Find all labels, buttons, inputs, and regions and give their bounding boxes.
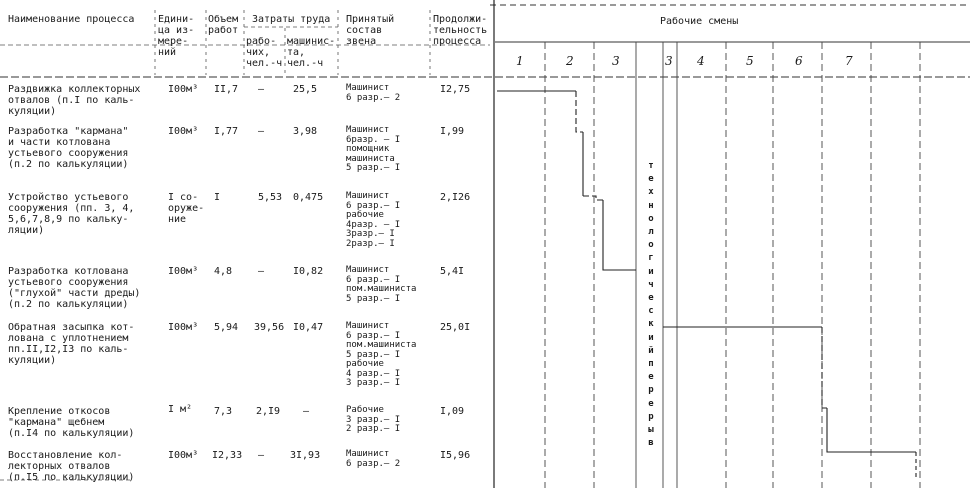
row-2-machine: 3,98 [293, 126, 318, 137]
row-7-process: Восстановление кол- лекторных отвалов (п.I5 по калькуляции) [8, 450, 135, 483]
row-7-unit: I00м³ [168, 450, 199, 461]
row-1-process: Раздвижка коллекторных отвалов (п.I по каль- куляции) [8, 84, 141, 117]
row-1-duration: I2,75 [440, 84, 471, 95]
bar-row-6 [827, 408, 916, 452]
shift-number: 6 [795, 54, 803, 68]
link-1-2 [576, 91, 583, 132]
row-7-duration: I5,96 [440, 450, 471, 461]
header-volume: Объем работ [208, 14, 239, 36]
row-3-machine: 0,475 [293, 192, 324, 203]
bar-row-3 [603, 200, 636, 270]
link-5-6 [822, 327, 827, 408]
row-6-volume: 7,3 [214, 406, 233, 417]
schedule-line [497, 91, 916, 480]
header-shifts: Рабочие смены [660, 16, 739, 27]
header-duration: Продолжи- тельность процесса [433, 14, 488, 47]
shift-grid [545, 42, 920, 488]
row-5-process: Обратная засыпка кот- лована с уплотнением пп.II,I2,I3 по каль- куляции) [8, 322, 135, 366]
row-1-crew: Машинист 6 разр.– 2 [346, 83, 401, 103]
row-2-unit: I00м³ [168, 126, 199, 137]
row-3-crew: Машинист 6 разр.– I рабочие 4разр. – I 3разр.– I 2разр.– I [346, 191, 401, 249]
technological-break-label: технологический перерыв [648, 161, 654, 449]
header-unit: Едини- ца из- мере- ний [158, 14, 195, 58]
row-6-process: Крепление откосов "кармана" щебнем (п.I4 по калькуляции) [8, 406, 135, 439]
row-3-unit: I со- оруже- ние [168, 192, 205, 225]
row-5-machine: I0,47 [293, 322, 324, 333]
header-workers: рабо- чих, чел.-ч [246, 36, 283, 69]
row-5-volume: 5,94 [214, 322, 239, 333]
header-labor: Затраты труда [252, 14, 331, 25]
row-1-volume: II,7 [214, 84, 239, 95]
row-3-volume: I [214, 192, 221, 203]
row-2-process: Разработка "кармана" и части котлована устьевого сооружения (п.2 по калькуляции) [8, 126, 129, 170]
row-4-process: Разработка котлована устьевого сооружения ("глухой" части дреды) (п.2 по калькуляции) [8, 266, 141, 310]
row-4-unit: I00м³ [168, 266, 199, 277]
row-4-machine: I0,82 [293, 266, 324, 277]
row-2-crew: Машинист 6разр. – I помощник машиниста 5 разр.– I [346, 125, 401, 173]
row-6-crew: Рабочие 3 разр.– I 2 разр.– I [346, 405, 401, 434]
row-1-unit: I00м³ [168, 84, 199, 95]
row-7-volume: I2,33 [212, 450, 243, 461]
shift-number: 2 [566, 54, 574, 68]
row-7-workers: – [258, 450, 265, 461]
row-6-duration: I,09 [440, 406, 465, 417]
row-7-machine: 3I,93 [290, 450, 321, 461]
row-3-duration: 2,I26 [440, 192, 471, 203]
row-5-crew: Машинист 6 разр.– I пом.машиниста 5 разр.– I рабочие 4 разр.– I 3 разр.– I [346, 321, 417, 388]
row-5-unit: I00м³ [168, 322, 199, 333]
row-7-crew: Машинист 6 разр.– 2 [346, 449, 401, 469]
header-process: Наименование процесса [8, 14, 135, 25]
shift-number: 5 [746, 54, 754, 68]
row-5-workers: 39,56 [254, 322, 285, 333]
shift-number: 3 [612, 54, 620, 68]
row-6-machine: – [303, 406, 310, 417]
shift-number: 7 [845, 54, 853, 68]
row-4-volume: 4,8 [214, 266, 233, 277]
shift-number: 1 [516, 54, 524, 68]
row-6-workers: 2,I9 [256, 406, 281, 417]
row-1-workers: – [258, 84, 265, 95]
row-3-workers: 5,53 [258, 192, 283, 203]
row-5-duration: 25,0I [440, 322, 471, 333]
row-2-duration: I,99 [440, 126, 465, 137]
shift-number: 3 [665, 54, 673, 68]
row-3-process: Устройство устьевого сооружения (пп. 3, 4, 5,6,7,8,9 по кальку- ляции) [8, 192, 135, 236]
row-1-machine: 25,5 [293, 84, 318, 95]
row-4-workers: – [258, 266, 265, 277]
row-2-workers: – [258, 126, 265, 137]
link-2-3 [583, 196, 603, 200]
shift-number: 4 [697, 54, 705, 68]
row-4-crew: Машинист 6 разр.– I пом.машиниста 5 разр.– I [346, 265, 417, 304]
row-2-volume: I,77 [214, 126, 239, 137]
header-crew: Принятый состав звена [346, 14, 395, 47]
row-6-unit: I м² [168, 404, 193, 415]
row-4-duration: 5,4I [440, 266, 465, 277]
header-machine: машинис- та, чел.-ч [287, 36, 336, 69]
